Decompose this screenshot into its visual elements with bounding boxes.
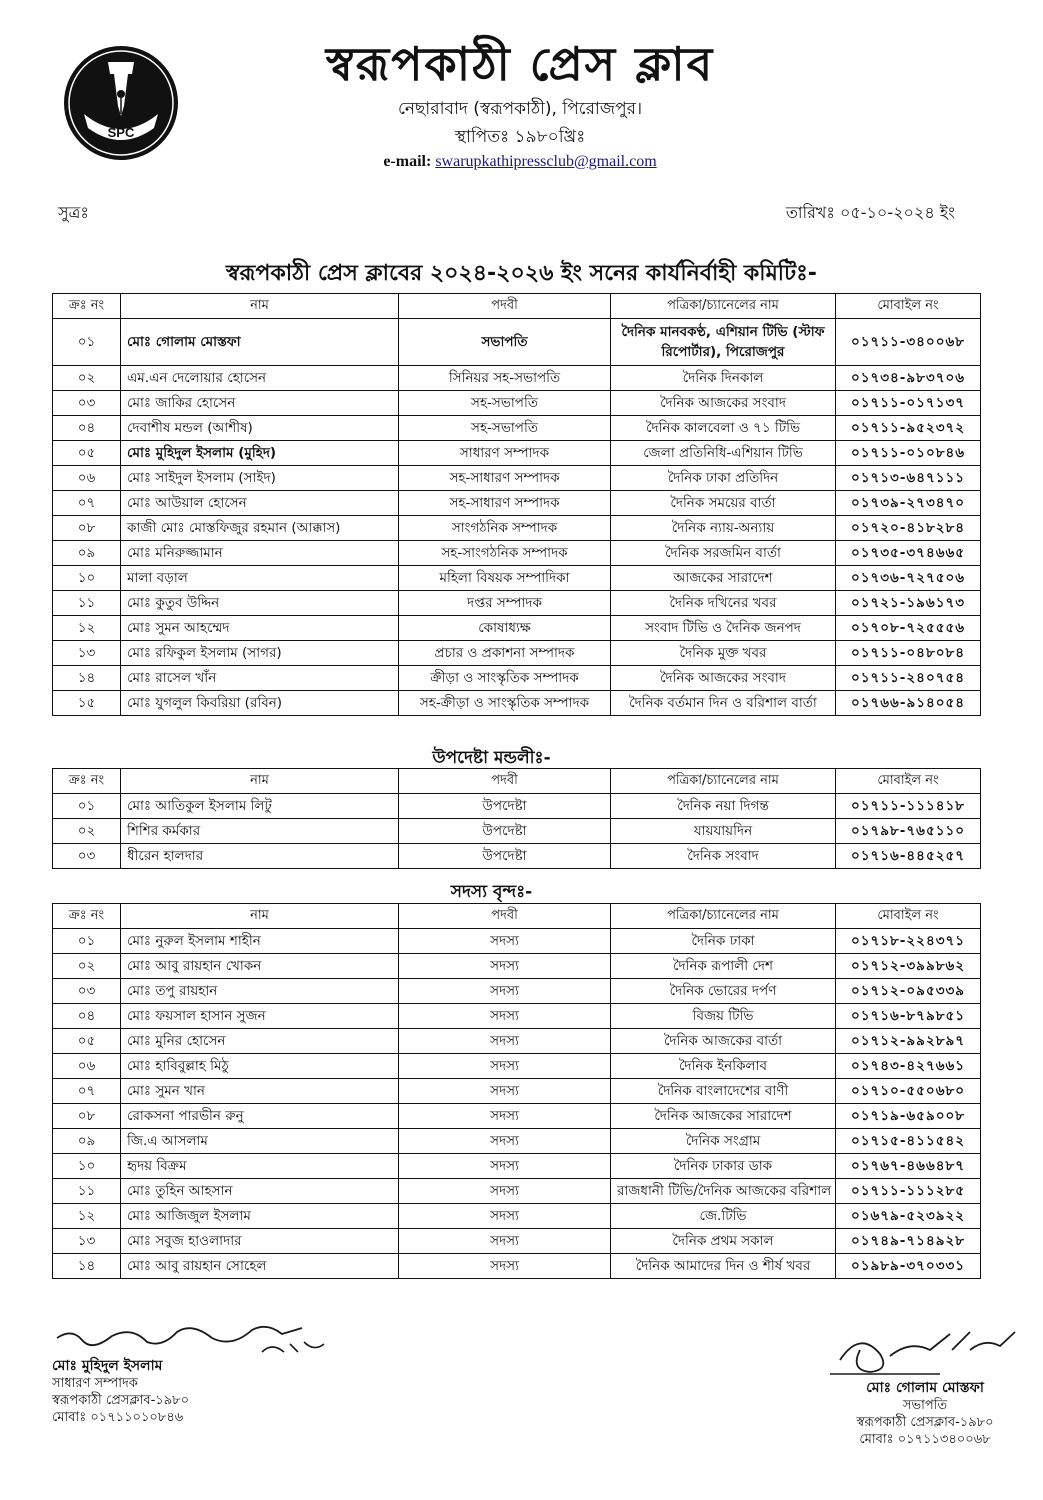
col-name-header: নাম [121,769,399,794]
col-post-cell: ক্রীড়া ও সাংস্কৃতিক সম্পাদক [399,666,611,691]
col-post-cell: সভাপতি [399,319,611,366]
col-serial-cell: ০৭ [53,491,121,516]
svg-text:SPC: SPC [107,125,135,140]
col-serial-cell: ০৯ [53,541,121,566]
col-mobile-cell: ০১৭৪৩-৪২৭৬৬১ [836,1054,981,1079]
col-serial-cell: ১৩ [53,641,121,666]
col-mobile-cell: ০১৭৪৯-৭১৪৯২৮ [836,1229,981,1254]
col-mobile-header: মোবাইল নং [836,769,981,794]
col-serial-header: ক্রঃ নং [53,769,121,794]
col-name-cell: মোঃ আউয়াল হোসেন [121,491,399,516]
col-serial-cell: ০৬ [53,1054,121,1079]
col-serial-cell: ০৬ [53,466,121,491]
col-paper-cell: রাজধানী টিভি/দৈনিক আজকের বরিশাল [611,1179,836,1204]
col-paper-cell: দৈনিক ইনকিলাব [611,1054,836,1079]
col-post-cell: উপদেষ্টা [399,794,611,819]
col-name-cell: মোঃ ফয়সাল হাসান সুজন [121,1004,399,1029]
signer-right-mobile: মোবাঃ ০১৭১১৩৪০০৬৮ [859,1432,991,1447]
col-paper-cell: দৈনিক প্রথম সকাল [611,1229,836,1254]
col-name-cell: মোঃ সবুজ হাওলাদার [121,1229,399,1254]
col-name-cell: হৃদয় বিক্রম [121,1154,399,1179]
signer-left-title: সাধারণ সম্পাদক [52,1376,138,1391]
table-row [53,491,981,516]
col-serial-cell: ০৪ [53,416,121,441]
col-mobile-cell: ০১৭১২-৩৯৯৮৬২ [836,954,981,979]
col-serial-cell: ০১ [53,929,121,954]
col-name-cell: মোঃ জাকির হোসেন [121,391,399,416]
col-name-cell: মালা বড়াল [121,566,399,591]
col-post-header: পদবী [399,904,611,929]
col-post-cell: সদস্য [399,1079,611,1104]
col-post-cell: সদস্য [399,1204,611,1229]
table-row [53,979,981,1004]
table-row [53,566,981,591]
col-post-cell: সহ-সভাপতি [399,391,611,416]
club-name: স্বরূপকাঠী প্রেস ক্লাব [325,37,715,91]
table-row [53,441,981,466]
col-post-cell: সদস্য [399,1129,611,1154]
col-mobile-cell: ০১৭২১-১৯৬১৭৩ [836,591,981,616]
col-mobile-cell: ০১৭২০-৪১৮২৮৪ [836,516,981,541]
col-mobile-cell: ০১৭১১-০১০৮৪৬ [836,441,981,466]
document-date: তারিখঃ ০৫-১০-২০২৪ ইং [785,203,955,222]
club-logo [62,44,180,162]
table-row [53,466,981,491]
col-paper-cell: দৈনিক রূপালী দেশ [611,954,836,979]
col-mobile-cell: ০১৭৩৬-৭২৭৫০৬ [836,566,981,591]
col-serial-cell: ০৫ [53,1029,121,1054]
col-paper-cell: দৈনিক সংগ্রাম [611,1129,836,1154]
col-name-cell: এম.এন দেলোয়ার হোসেন [121,366,399,391]
col-mobile-cell: ০১৭৩৯-২৭৩৪৭০ [836,491,981,516]
executive-committee-table [52,293,981,716]
signature-right [830,1320,1020,1448]
col-serial-cell: ১৫ [53,691,121,716]
col-post-header: পদবী [399,294,611,319]
table-row [53,391,981,416]
col-serial-cell: ১১ [53,1179,121,1204]
col-mobile-cell: ০১৭১৩-৬৪৭১১১ [836,466,981,491]
col-serial-cell: ০৯ [53,1129,121,1154]
col-mobile-cell: ০১৭১৬-৪৪৫২৫৭ [836,844,981,869]
table-row [53,1204,981,1229]
col-name-cell: মোঃ কুতুব উদ্দিন [121,591,399,616]
col-mobile-cell: ০১৭৯৮-৭৬৫১১০ [836,819,981,844]
table-row [53,516,981,541]
col-serial-cell: ১০ [53,1154,121,1179]
col-paper-cell: আজকের সারাদেশ [611,566,836,591]
col-post-cell: সদস্য [399,979,611,1004]
table-row [53,1029,981,1054]
col-mobile-cell: ০১৭১৮-২২৪৩৭১ [836,929,981,954]
table-row [53,929,981,954]
col-serial-cell: ০৭ [53,1079,121,1104]
members-table [52,903,981,1279]
table-row [53,1054,981,1079]
col-mobile-cell: ০১৭৬৭-৪৬৬৪৮৭ [836,1154,981,1179]
signature-left [52,1318,352,1426]
col-post-cell: সাধারণ সম্পাদক [399,441,611,466]
col-mobile-cell: ০১৭৩৪-৯৮৩৭০৬ [836,366,981,391]
col-serial-cell: ১২ [53,616,121,641]
col-paper-cell: দৈনিক সরজমিন বার্তা [611,541,836,566]
col-mobile-cell: ০১৭০৮-৭২৫৫৫৬ [836,616,981,641]
col-paper-cell: জে.টিভি [611,1204,836,1229]
table-row [53,616,981,641]
table-row [53,954,981,979]
col-paper-cell: দৈনিক আজকের সংবাদ [611,391,836,416]
col-mobile-cell: ০১৭১১-০১৭১৩৭ [836,391,981,416]
col-paper-cell: দৈনিক বর্তমান দিন ও বরিশাল বার্তা [611,691,836,716]
col-paper-cell: দৈনিক ঢাকা [611,929,836,954]
col-name-cell: মোঃ রাসেল খাঁন [121,666,399,691]
table-row [53,1179,981,1204]
col-name-cell: মোঃ যুগলুল কিবরিয়া (রবিন) [121,691,399,716]
col-paper-cell: দৈনিক আজকের সংবাদ [611,666,836,691]
col-name-cell: মোঃ তুহিন আহসান [121,1179,399,1204]
email-label: e-mail: [383,153,432,170]
established-year: স্থাপিতঃ ১৯৮০খ্রিঃ [454,127,586,147]
col-serial-cell: ০৮ [53,516,121,541]
members-heading: সদস্য বৃন্দঃ- [450,882,533,902]
col-name-cell: মোঃ মুহিদুল ইসলাম (মুহিদ) [121,441,399,466]
col-serial-cell: ০৪ [53,1004,121,1029]
reference-label: সুত্রঃ [58,203,89,222]
col-paper-cell: বিজয় টিভি [611,1004,836,1029]
col-post-cell: সহ-ক্রীড়া ও সাংস্কৃতিক সম্পাদক [399,691,611,716]
col-paper-header: পত্রিকা/চ্যানেলের নাম [611,294,836,319]
club-address: নেছারাবাদ (স্বরূপকাঠী), পিরোজপুর। [397,99,643,119]
col-mobile-cell: ০১৭১১-৯৫২৩৭২ [836,416,981,441]
col-name-cell: মোঃ আবু রায়হান সোহেল [121,1254,399,1279]
col-serial-cell: ১২ [53,1204,121,1229]
col-name-cell: মোঃ আজিজুল ইসলাম [121,1204,399,1229]
col-post-cell: সহ-সভাপতি [399,416,611,441]
col-name-cell: মোঃ মনিরুজ্জামান [121,541,399,566]
main-heading: স্বরূপকাঠী প্রেস ক্লাবের ২০২৪-২০২৬ ইং সনের কার্যনির্বাহী কমিটিঃ- [226,261,817,286]
col-paper-cell: দৈনিক দখিনের খবর [611,591,836,616]
col-mobile-cell: ০১৭৬৬-৯১৪০৫৪ [836,691,981,716]
col-mobile-cell: ০১৯৮৯-৩৭০৩৩১ [836,1254,981,1279]
col-serial-cell: ০৩ [53,979,121,1004]
col-serial-cell: ০২ [53,954,121,979]
col-paper-cell: দৈনিক আজকের বার্তা [611,1029,836,1054]
col-mobile-header: মোবাইল নং [836,904,981,929]
col-name-cell: মোঃ সুমন খান [121,1079,399,1104]
col-name-header: নাম [121,294,399,319]
col-mobile-cell: ০১৭১০-৫৫০৬৮০ [836,1079,981,1104]
col-serial-header: ক্রঃ নং [53,294,121,319]
col-post-cell: সহ-সাংগঠনিক সম্পাদক [399,541,611,566]
col-name-cell: শিশির কর্মকার [121,819,399,844]
table-row [53,416,981,441]
col-paper-cell: দৈনিক ঢাকা প্রতিদিন [611,466,836,491]
table-row [53,1004,981,1029]
col-post-cell: প্রচার ও প্রকাশনা সম্পাদক [399,641,611,666]
col-paper-cell: দৈনিক বাংলাদেশের বাণী [611,1079,836,1104]
handwritten-signature-right [820,1320,1020,1380]
col-post-cell: সদস্য [399,1179,611,1204]
col-name-cell: মোঃ হাবিবুল্লাহ মিঠু [121,1054,399,1079]
signer-right-org: স্বরূপকাঠী প্রেসক্লাব-১৯৮০ [856,1415,994,1430]
col-paper-header: পত্রিকা/চ্যানেলের নাম [611,769,836,794]
col-paper-cell: জেলা প্রতিনিধি-এশিয়ান টিভি [611,441,836,466]
table-row [53,691,981,716]
col-post-cell: কোষাধ্যক্ষ [399,616,611,641]
col-name-cell: দেবাশীষ মন্ডল (আশীষ) [121,416,399,441]
col-post-cell: দপ্তর সম্পাদক [399,591,611,616]
table-row [53,1129,981,1154]
col-post-cell: সদস্য [399,1104,611,1129]
col-paper-cell: দৈনিক ন্যায়-অন্যায় [611,516,836,541]
col-paper-cell: দৈনিক কালবেলা ও ৭১ টিভি [611,416,836,441]
email-line [200,153,840,171]
col-serial-cell: ০৮ [53,1104,121,1129]
table-row [53,819,981,844]
signer-left-name: মোঃ মুহিদুল ইসলাম [52,1358,163,1374]
col-serial-cell: ০২ [53,366,121,391]
signer-left-org: স্বরূপকাঠী প্রেসক্লাব-১৯৮০ [52,1393,190,1408]
table-row [53,1229,981,1254]
table-row [53,541,981,566]
col-paper-cell: দৈনিক ঢাকার ডাক [611,1154,836,1179]
col-name-cell: ধীরেন হালদার [121,844,399,869]
table-row [53,1104,981,1129]
col-mobile-cell: ০১৭১১-১১১২৮৫ [836,1179,981,1204]
col-paper-cell: দৈনিক দিনকাল [611,366,836,391]
advisors-heading: উপদেষ্টা মন্ডলীঃ- [432,748,551,768]
col-name-cell: মোঃ গোলাম মোস্তফা [121,319,399,366]
col-name-cell: মোঃ তপু রায়হান [121,979,399,1004]
col-name-cell: কাজী মোঃ মোস্তফিজুর রহমান (আক্কাস) [121,516,399,541]
col-mobile-header: মোবাইল নং [836,294,981,319]
table-row [53,641,981,666]
table-row [53,794,981,819]
col-post-cell: সদস্য [399,1254,611,1279]
col-post-cell: সহ-সাধারণ সম্পাদক [399,466,611,491]
table-row [53,366,981,391]
col-name-cell: মোঃ মুনির হোসেন [121,1029,399,1054]
col-post-header: পদবী [399,769,611,794]
table-row [53,319,981,366]
col-name-cell: মোঃ সাইদুল ইসলাম (সাইদ) [121,466,399,491]
col-mobile-cell: ০১৭১৫-৪১১৫৪২ [836,1129,981,1154]
col-serial-cell: ১৪ [53,1254,121,1279]
col-mobile-cell: ০১৭১২-৯৯২৮৯৭ [836,1029,981,1054]
col-post-cell: সদস্য [399,1029,611,1054]
table-row [53,844,981,869]
col-paper-cell: দৈনিক মুক্ত খবর [611,641,836,666]
col-serial-cell: ০২ [53,819,121,844]
col-post-cell: সাংগঠনিক সম্পাদক [399,516,611,541]
col-serial-cell: ১৪ [53,666,121,691]
col-paper-cell: দৈনিক সংবাদ [611,844,836,869]
col-mobile-cell: ০১৭১৯-৬৫৯০০৮ [836,1104,981,1129]
col-paper-header: পত্রিকা/চ্যানেলের নাম [611,904,836,929]
col-name-cell: মোঃ আতিকুল ইসলাম লিটু [121,794,399,819]
table-row [53,666,981,691]
signer-right-title: সভাপতি [902,1398,948,1413]
col-name-cell: মোঃ রফিকুল ইসলাম (সাগর) [121,641,399,666]
col-serial-cell: ১৩ [53,1229,121,1254]
col-mobile-cell: ০১৭৩৫-৩৭৪৬৬৫ [836,541,981,566]
col-serial-header: ক্রঃ নং [53,904,121,929]
advisors-table [52,768,981,869]
col-paper-cell: দৈনিক নয়া দিগন্ত [611,794,836,819]
col-mobile-cell: ০১৭১১-২৪০৭৫৪ [836,666,981,691]
col-paper-cell: দৈনিক মানবকণ্ঠ, এশিয়ান টিভি (স্টাফ রিপোর্টার), পিরোজপুর [611,319,836,366]
col-paper-cell: দৈনিক আজকের সারাদেশ [611,1104,836,1129]
col-mobile-cell: ০১৭১১-০৪৮০৮৪ [836,641,981,666]
col-post-cell: সদস্য [399,1154,611,1179]
col-name-header: নাম [121,904,399,929]
col-paper-cell: দৈনিক সময়ের বার্তা [611,491,836,516]
col-post-cell: মহিলা বিষয়ক সম্পাদিকা [399,566,611,591]
col-mobile-cell: ০১৭১৬-৮৭৯৮৫১ [836,1004,981,1029]
col-post-cell: সিনিয়র সহ-সভাপতি [399,366,611,391]
col-post-cell: সদস্য [399,1229,611,1254]
col-post-cell: সহ-সাধারণ সম্পাদক [399,491,611,516]
col-mobile-cell: ০১৭১২-০৯৫৩৩৯ [836,979,981,1004]
col-name-cell: মোঃ আবু রায়হান খোকন [121,954,399,979]
signer-left-mobile: মোবাঃ ০১৭১১০১০৮৪৬ [52,1410,184,1425]
col-post-cell: সদস্য [399,1054,611,1079]
table-row [53,591,981,616]
col-paper-cell: দৈনিক আমাদের দিন ও শীর্ষ খবর [611,1254,836,1279]
col-mobile-cell: ০১৬৭৯-৫২৩৯২২ [836,1204,981,1229]
col-post-cell: উপদেষ্টা [399,819,611,844]
col-mobile-cell: ০১৭১১-৩৪০০৬৮ [836,319,981,366]
email-link[interactable]: swarupkathipressclub@gmail.com [435,153,657,170]
col-paper-cell: দৈনিক ভোরের দর্পণ [611,979,836,1004]
signer-right-name: মোঃ গোলাম মোস্তফা [866,1380,984,1396]
col-post-cell: সদস্য [399,929,611,954]
col-serial-cell: ০৫ [53,441,121,466]
col-serial-cell: ০৩ [53,844,121,869]
col-paper-cell: যায়যায়দিন [611,819,836,844]
handwritten-signature-left [52,1318,352,1358]
col-name-cell: রোকসনা পারভীন রুনু [121,1104,399,1129]
col-post-cell: সদস্য [399,954,611,979]
col-serial-cell: ১০ [53,566,121,591]
col-serial-cell: ০১ [53,319,121,366]
col-serial-cell: ০১ [53,794,121,819]
table-row [53,1254,981,1279]
col-serial-cell: ১১ [53,591,121,616]
col-post-cell: সদস্য [399,1004,611,1029]
col-paper-cell: সংবাদ টিভি ও দৈনিক জনপদ [611,616,836,641]
col-name-cell: মোঃ নুরুল ইসলাম শাহীন [121,929,399,954]
col-name-cell: জি.এ আসলাম [121,1129,399,1154]
col-mobile-cell: ০১৭১১-১১১৪১৮ [836,794,981,819]
col-post-cell: উপদেষ্টা [399,844,611,869]
col-name-cell: মোঃ সুমন আহম্মেদ [121,616,399,641]
table-row [53,1079,981,1104]
table-row [53,1154,981,1179]
col-serial-cell: ০৩ [53,391,121,416]
